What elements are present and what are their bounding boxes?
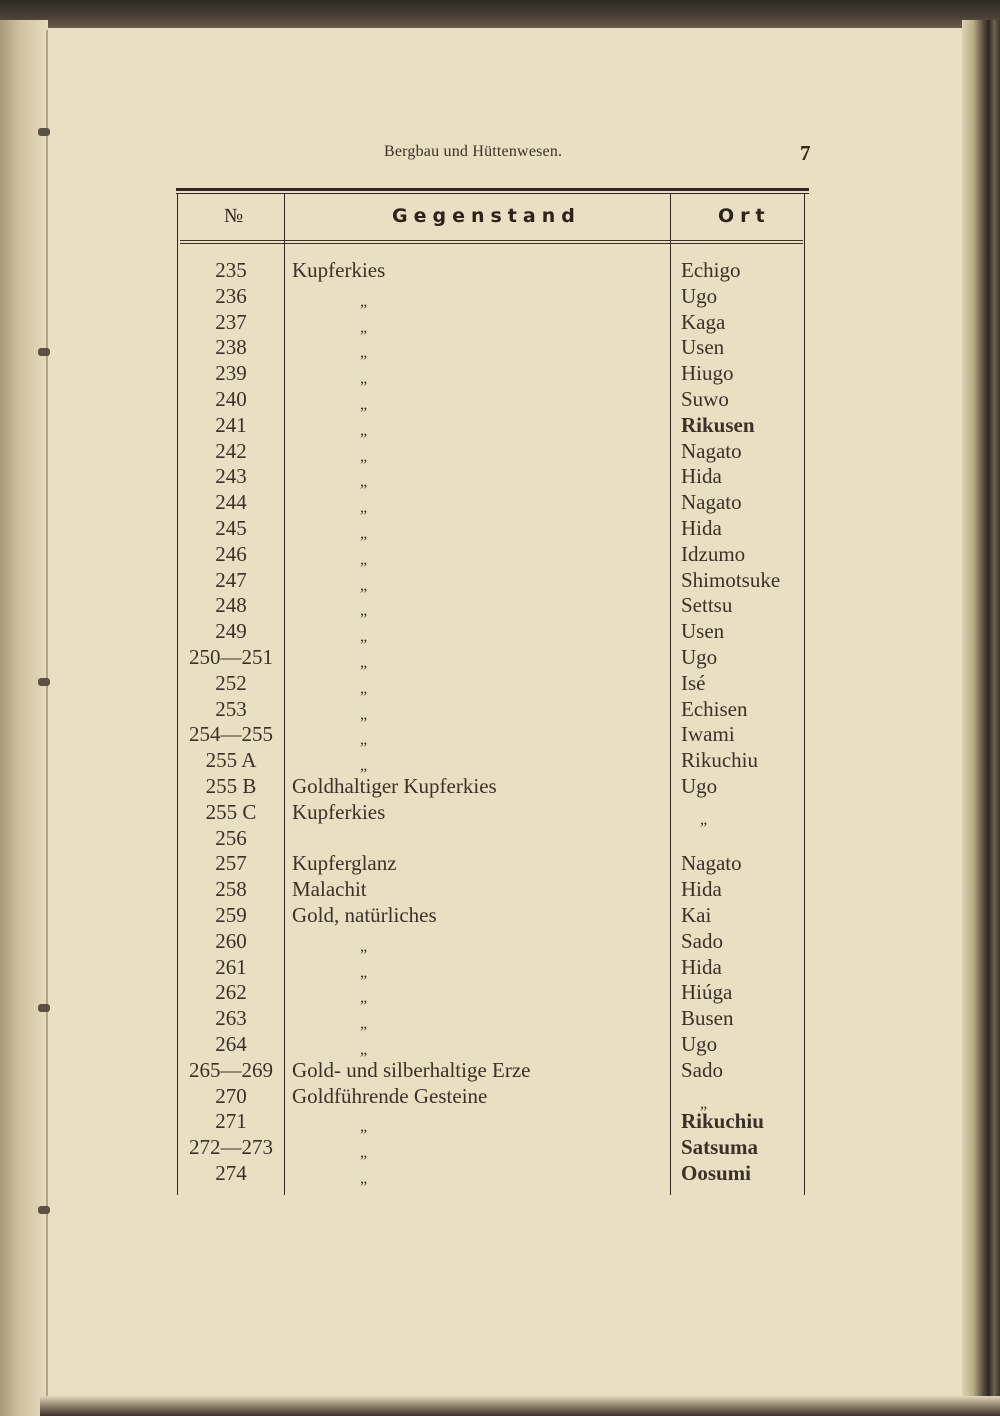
- row-number: 240: [215, 387, 247, 411]
- page-top-edge: [0, 0, 1000, 28]
- row-number: 242: [215, 439, 247, 463]
- row-number: 248: [215, 593, 247, 617]
- row-object: „: [360, 628, 368, 645]
- row-number: 271: [215, 1109, 247, 1133]
- row-place: Rikuchiu: [681, 748, 758, 772]
- row-place: Ugo: [681, 774, 718, 798]
- row-place: Kai: [681, 903, 712, 927]
- page-right-edge: [962, 20, 1000, 1416]
- row-place: Ugo: [681, 645, 718, 669]
- row-place: Suwo: [681, 387, 729, 411]
- header-bottom-rule-thin: [180, 243, 803, 244]
- row-number: 250—251: [189, 645, 273, 669]
- row-place: Oosumi: [681, 1161, 752, 1185]
- row-object: „: [360, 499, 368, 516]
- column-divider: [284, 193, 285, 1195]
- row-place: Busen: [681, 1006, 734, 1030]
- row-number: 261: [215, 955, 247, 979]
- row-object: „: [360, 938, 368, 955]
- row-place: Rikuchiu: [681, 1109, 764, 1133]
- row-place: Ugo: [681, 1032, 718, 1056]
- row-number: 255 B: [205, 774, 257, 798]
- row-place: Usen: [681, 619, 725, 643]
- column-header-number: №: [224, 205, 244, 227]
- row-number: 270: [215, 1084, 247, 1108]
- row-place: Hida: [681, 516, 722, 540]
- row-place: Echisen: [681, 697, 748, 721]
- table-right-border: [804, 193, 805, 1195]
- row-object: „: [360, 577, 368, 594]
- row-place: Kaga: [681, 310, 726, 334]
- row-place: Iwami: [681, 722, 735, 746]
- row-object: „: [360, 964, 368, 981]
- row-object: Goldführende Gesteine: [292, 1084, 488, 1108]
- row-place: Hida: [681, 955, 722, 979]
- row-number: 256: [215, 826, 247, 850]
- page-bottom-edge: [40, 1396, 1000, 1416]
- row-number: 260: [215, 929, 247, 953]
- row-object: „: [360, 525, 368, 542]
- row-place: Nagato: [681, 851, 742, 875]
- row-place: Hiúga: [681, 980, 733, 1004]
- row-number: 258: [215, 877, 247, 901]
- row-number: 253: [215, 697, 247, 721]
- row-number: 236: [215, 284, 247, 308]
- row-number: 249: [215, 619, 247, 643]
- column-divider: [670, 193, 671, 1195]
- row-place: Hiugo: [681, 361, 734, 385]
- header-bottom-rule: [180, 240, 803, 241]
- row-object: „: [360, 1144, 368, 1161]
- row-number: 254—255: [189, 722, 273, 746]
- row-number: 274: [215, 1161, 247, 1185]
- row-object: „: [360, 602, 368, 619]
- row-object: Goldhaltiger Kupferkies: [292, 774, 497, 798]
- row-object: Malachit: [292, 877, 367, 901]
- row-object: „: [360, 1118, 368, 1135]
- row-place: „: [700, 1095, 708, 1112]
- binding-thread-mark: [38, 348, 50, 356]
- row-object: „: [360, 551, 368, 568]
- row-place: „: [700, 811, 708, 828]
- row-number: 252: [215, 671, 247, 695]
- row-object: „: [360, 706, 368, 723]
- row-object: „: [360, 1170, 368, 1187]
- row-place: Nagato: [681, 490, 742, 514]
- binding-thread-mark: [38, 678, 50, 686]
- row-number: 243: [215, 464, 247, 488]
- row-object: „: [360, 396, 368, 413]
- row-object: „: [360, 448, 368, 465]
- row-number: 239: [215, 361, 247, 385]
- row-number: 259: [215, 903, 247, 927]
- row-place: Settsu: [681, 593, 733, 617]
- table-top-rule-thin: [176, 193, 809, 194]
- row-place: Nagato: [681, 439, 742, 463]
- row-object: „: [360, 422, 368, 439]
- row-number: 263: [215, 1006, 247, 1030]
- column-header-object: Gegenstand: [392, 205, 581, 227]
- row-object: „: [360, 731, 368, 748]
- row-place: Sado: [681, 1058, 723, 1082]
- column-header-place: Ort: [718, 205, 771, 227]
- binding-thread-mark: [38, 1004, 50, 1012]
- row-place: Sado: [681, 929, 723, 953]
- row-number: 237: [215, 310, 247, 334]
- row-number: 265—269: [189, 1058, 273, 1082]
- row-object: „: [360, 1041, 368, 1058]
- row-place: Idzumo: [681, 542, 746, 566]
- row-object: Kupferkies: [292, 800, 386, 824]
- row-place: Rikusen: [681, 413, 755, 437]
- row-place: Usen: [681, 335, 725, 359]
- page-number: 7: [800, 141, 811, 165]
- row-number: 247: [215, 568, 247, 592]
- binding-thread-mark: [38, 1206, 50, 1214]
- row-object: „: [360, 473, 368, 490]
- running-header: Bergbau und Hüttenwesen.: [384, 143, 563, 160]
- row-place: Shimotsuke: [681, 568, 781, 592]
- row-number: 264: [215, 1032, 247, 1056]
- row-object: „: [360, 344, 368, 361]
- row-object: „: [360, 293, 368, 310]
- row-number: 246: [215, 542, 247, 566]
- row-number: 262: [215, 980, 247, 1004]
- row-object: „: [360, 1015, 368, 1032]
- row-object: Gold- und silberhaltige Erze: [292, 1058, 531, 1082]
- row-place: Hida: [681, 464, 722, 488]
- row-object: „: [360, 319, 368, 336]
- row-number: 245: [215, 516, 247, 540]
- row-object: „: [360, 989, 368, 1006]
- row-object: „: [360, 757, 368, 774]
- row-number: 255 C: [205, 800, 257, 824]
- row-object: Gold, natürliches: [292, 903, 437, 927]
- row-object: Kupferkies: [292, 258, 386, 282]
- row-number: 241: [215, 413, 247, 437]
- table-top-rule: [176, 188, 809, 191]
- row-object: „: [360, 654, 368, 671]
- row-object: „: [360, 680, 368, 697]
- row-place: Satsuma: [681, 1135, 759, 1159]
- row-place: Ugo: [681, 284, 718, 308]
- row-number: 244: [215, 490, 247, 514]
- binding-thread-mark: [38, 128, 50, 136]
- row-place: Echigo: [681, 258, 741, 282]
- row-number: 272—273: [189, 1135, 273, 1159]
- gutter-fold: [46, 30, 48, 1410]
- row-place: Hida: [681, 877, 722, 901]
- row-number: 255 A: [205, 748, 257, 772]
- row-object: „: [360, 370, 368, 387]
- row-number: 235: [215, 258, 247, 282]
- row-place: Isé: [681, 671, 706, 695]
- row-object: Kupferglanz: [292, 851, 397, 875]
- row-number: 238: [215, 335, 247, 359]
- row-number: 257: [215, 851, 247, 875]
